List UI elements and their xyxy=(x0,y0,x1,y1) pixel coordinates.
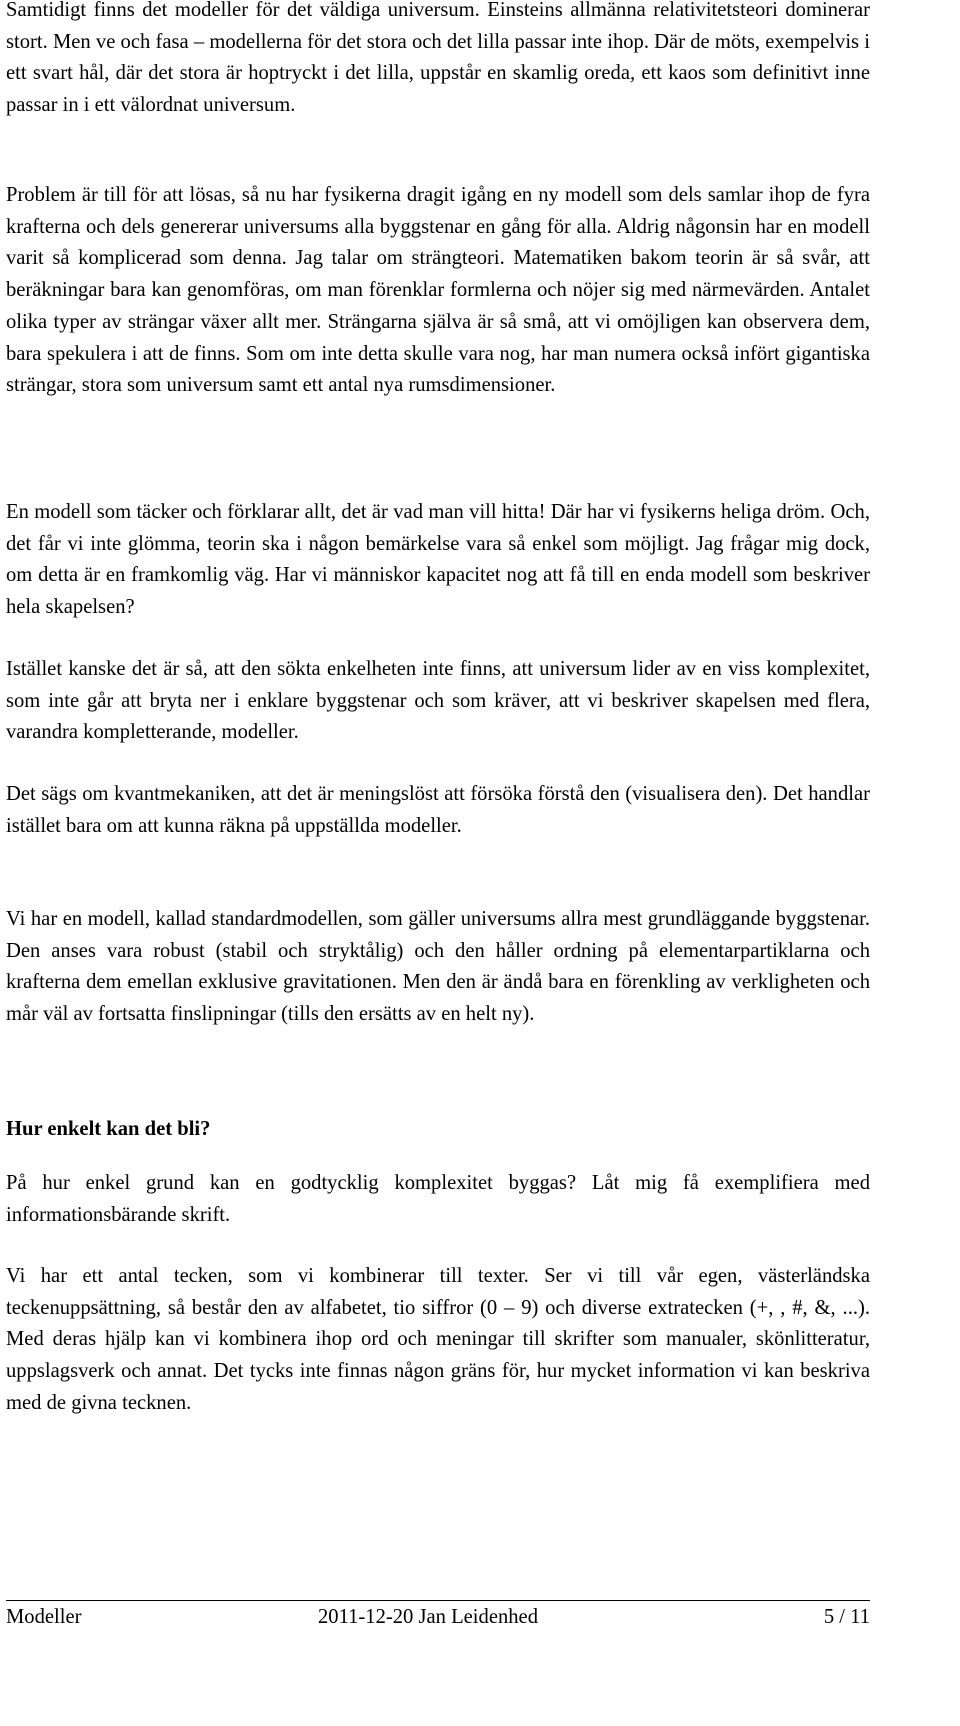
paragraph-2: Problem är till för att lösas, så nu har fysikerna dragit igång en ny modell som dels samlar ihop de fyra krafterna och dels genererar universums alla byggstenar en gång för alla. Aldrig någonsin har en modell varit så komplicerad som denna. Jag talar om strängteori. Matematiken bakom teorin är så svår, att beräkningar bara kan genomföras, om man förenklar formlerna och nöjer sig med närmevärden. Antalet olika typer av strängar växer allt mer. Strängarna själva är så små, att vi omöjligen kan observera dem, bara spekulera i att de finns. Som om inte detta skulle vara nog, har man numera också infört gigantiska strängar, stora som universum samt ett antal nya rumsdimensioner. xyxy=(6,184,870,397)
paragraph-8: Vi har ett antal tecken, som vi kombinerar till texter. Ser vi till vår egen, västerländska teckenuppsättning, så består den av alfabetet, tio siffror (0 – 9) och diverse extratecken (+, , #, &, ...). Med deras hjälp kan vi kombinera ihop ord och meningar till skrifter som manualer, skönlitteratur, uppslagsverk och annat. Det tycks inte finnas någon gräns för, hur mycket information vi kan beskriva med de givna tecknen. xyxy=(6,1265,870,1414)
footer-date-author: 2011-12-20 Jan Leidenhed xyxy=(318,1606,538,1628)
section-heading: Hur enkelt kan det bli? xyxy=(6,1118,211,1140)
paragraph-6: Vi har en modell, kallad standardmodellen, som gäller universums allra mest grundläggande byggstenar. Den anses vara robust (stabil och stryktålig) och den håller ordning på elementarpartiklarna och krafterna dem emellan exklusive gravitationen. Men den är ändå bara en förenkling av verkligheten och mår väl av fortsatta finslipningar (tills den ersätts av en helt ny). xyxy=(6,908,870,1026)
paragraph-7: På hur enkel grund kan en godtycklig komplexitet byggas? Låt mig få exemplifiera med informationsbärande skrift. xyxy=(6,1172,870,1226)
paragraph-4: Istället kanske det är så, att den sökta enkelheten inte finns, att universum lider av en viss komplexitet, som inte går att bryta ner i enklare byggstenar och som kräver, att vi beskriver skapelsen med flera, varandra kompletterande, modeller. xyxy=(6,658,870,744)
paragraph-1: Samtidigt finns det modeller för det väldiga universum. Einsteins allmänna relativitetsteori dominerar stort. Men ve och fasa – modellerna för det stora och det lilla passar inte ihop. Där de möts, exempelvis i ett svart hål, där det stora är hoptryckt i det lilla, uppstår en skamlig oreda, ett kaos som definitivt inne passar in i ett välordnat universum. xyxy=(6,0,870,117)
paragraph-5: Det sägs om kvantmekaniken, att det är meningslöst att försöka förstå den (visualisera den). Det handlar istället bara om att kunna räkna på uppställda modeller. xyxy=(6,783,870,837)
page-footer xyxy=(6,1600,870,1641)
footer-title: Modeller xyxy=(6,1606,82,1628)
footer-page-number: 5 / 11 xyxy=(823,1606,870,1628)
paragraph-3: En modell som täcker och förklarar allt, det är vad man vill hitta! Där har vi fysikerns heliga dröm. Och, det får vi inte glömma, teorin ska i någon bemärkelse vara så enkel som möjligt. Jag frågar mig dock, om detta är en framkomlig väg. Har vi människor kapacitet nog att få till en enda modell som beskriver hela skapelsen? xyxy=(6,501,870,619)
